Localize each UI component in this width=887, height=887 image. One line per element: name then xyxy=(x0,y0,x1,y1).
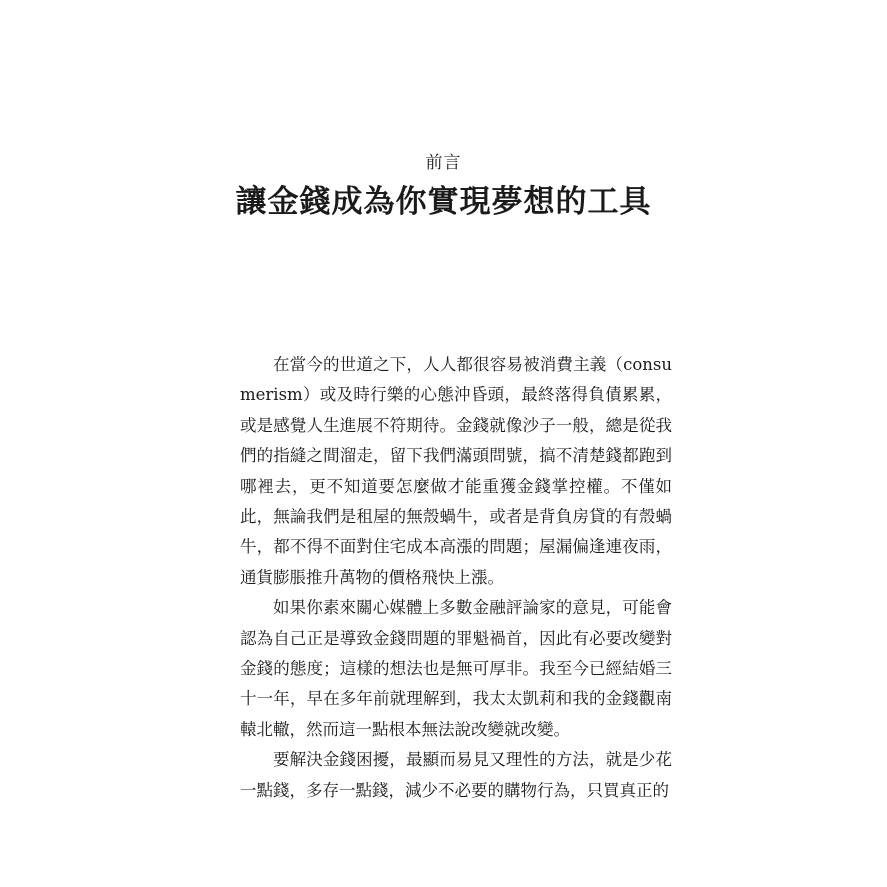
paragraph-3: 要解決金錢困擾，最顯而易見又理性的方法，就是少花一點錢，多存一點錢，減少不必要的購物行為，只買真正的 xyxy=(240,750,672,800)
paragraph-1: 在當今的世道之下，人人都很容易被消費主義（consumerism）或及時行樂的心態沖昏頭，最終落得負債累累，或是感覺人生進展不符期待。金錢就像沙子一般，總是從我們的指縫之間溜走，留下我們滿頭問號，搞不清楚錢都跑到哪裡去，更不知道要怎麼做才能重獲金錢掌控權。不僅如此，無論我們是租屋的無殼蝸牛，或者是背負房貸的有殼蝸牛，都不得不面對住宅成本高漲的問題；屋漏偏逢連夜雨，通貨膨脹推升萬物的價格飛快上漲。 xyxy=(240,355,672,587)
body-text xyxy=(240,350,672,806)
chapter-title: 讓金錢成為你實現夢想的工具 xyxy=(235,184,652,220)
paragraph-2: 如果你素來關心媒體上多數金融評論家的意見，可能會認為自己正是導致金錢問題的罪魁禍首，因此有必要改變對金錢的態度；這樣的想法也是無可厚非。我至今已經結婚三十一年，早在多年前就理解到，我太太凱莉和我的金錢觀南轅北轍，然而這一點根本無法說改變就改變。 xyxy=(240,598,672,739)
chapter-kicker: 前言 xyxy=(425,153,462,173)
